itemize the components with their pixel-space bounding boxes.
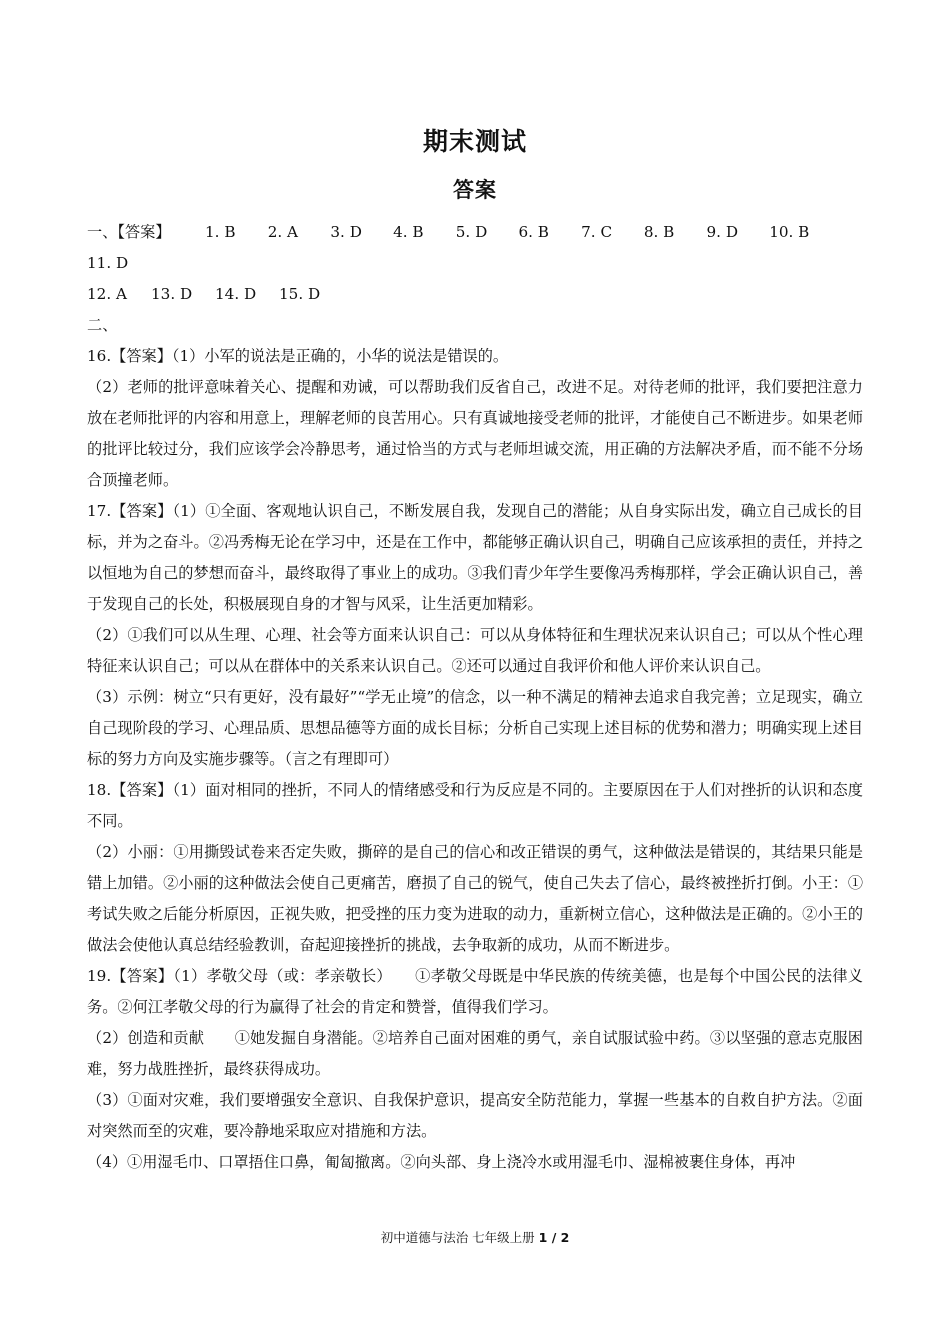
footer-text: 初中道德与法治 七年级上册	[380, 1230, 539, 1245]
mcq-answer: 7. C	[581, 223, 613, 241]
mcq-answers-row-2	[87, 279, 863, 310]
page-number: 1 / 2	[538, 1230, 570, 1245]
mcq-answers	[87, 217, 863, 279]
mcq-answer: 8. B	[643, 223, 675, 241]
q19-part-4: （4）①用湿毛巾、口罩捂住口鼻，匍匐撤离。②向头部、身上浇冷水或用湿毛巾、湿棉被裹住身体，再冲	[87, 1153, 796, 1171]
mcq-answer: 15. D	[279, 285, 321, 303]
q19-part-1: 19.【答案】（1）孝敬父母（或：孝亲敬长） ①孝敬父母既是中华民族的传统美德，也是每个中国公民的法律义务。②何江孝敬父母的行为赢得了社会的肯定和赞誉，值得我们学习。	[87, 967, 863, 1016]
q16-part-1: 16.【答案】（1）小军的说法是正确的，小华的说法是错误的。	[87, 347, 509, 365]
q19-part-2: （2）创造和贡献 ①她发掘自身潜能。②培养自己面对困难的勇气，亲自试服试验中药。③以坚强的意志克服困难，努力战胜挫折，最终获得成功。	[87, 1029, 863, 1078]
q16-part-2: （2）老师的批评意味着关心、提醒和劝诫，可以帮助我们反省自己，改进不足。对待老师的批评，我们要把注意力放在老师批评的内容和用意上，理解老师的良苦用心。只有真诚地接受老师的批评，才能使自己不断进步。如果老师的批评比较过分，我们应该学会冷静思考，通过恰当的方式与老师坦诚交流，用正确的方法解决矛盾，而不能不分场合顶撞老师。	[87, 378, 863, 489]
answer-body	[87, 217, 863, 1178]
q17-part-1: 17.【答案】（1）①全面、客观地认识自己，不断发展自我，发现自己的潜能；从自身实际出发，确立自己成长的目标，并为之奋斗。②冯秀梅无论在学习中，还是在工作中，都能够正确认识自己，明确自己应该承担的责任，并持之以恒地为自己的梦想而奋斗，最终取得了事业上的成功。③我们青少年学生要像冯秀梅那样，学会正确认识自己，善于发现自己的长处，积极展现自身的才智与风采，让生活更加精彩。	[87, 502, 863, 613]
page-title: 期末测试	[422, 127, 527, 156]
section-1-label: 一、【答案】	[87, 223, 171, 241]
q17-part-2: （2）①我们可以从生理、心理、社会等方面来认识自己：可以从身体特征和生理状况来认识自己；可以从个性心理特征来认识自己；可以从在群体中的关系来认识自己。②还可以通过自我评价和他人评价来认识自己。	[87, 626, 863, 675]
mcq-answer: 4. B	[393, 223, 424, 241]
mcq-answer: 9. D	[706, 223, 738, 241]
page-subtitle: 答案	[453, 178, 497, 202]
mcq-answer: 6. B	[518, 223, 549, 241]
mcq-answer: 10. B	[769, 223, 810, 241]
mcq-answer: 13. D	[151, 285, 193, 303]
mcq-answer: 12. A	[87, 285, 127, 303]
mcq-answer: 5. D	[455, 223, 488, 241]
q18-part-2: （2）小丽：①用撕毁试卷来否定失败，撕碎的是自己的信心和改正错误的勇气，这种做法是错误的，其结果只能是错上加错。②小丽的这种做法会使自己更痛苦，磨损了自己的锐气，使自己失去了信心，最终被挫折打倒。小王：①考试失败之后能分析原因，正视失败，把受挫的压力变为进取的动力，重新树立信心，这种做法是正确的。②小王的做法会使他认真总结经验教训，奋起迎接挫折的挑战，去争取新的成功，从而不断进步。	[87, 843, 863, 954]
page-footer	[0, 1228, 950, 1246]
q18-part-1: 18.【答案】（1）面对相同的挫折，不同人的情绪感受和行为反应是不同的。主要原因在于人们对挫折的认识和态度不同。	[87, 781, 863, 830]
q17-part-3: （3）示例：树立“只有更好，没有最好”“学无止境”的信念，以一种不满足的精神去追求自我完善；立足现实，确立自己现阶段的学习、心理品质、思想品德等方面的成长目标；分析自己实现上述目标的优势和潜力；明确实现上述目标的努力方向及实施步骤等。（言之有理即可）	[87, 688, 863, 768]
section-2-label: 二、	[87, 316, 118, 334]
mcq-answer: 3. D	[330, 223, 362, 241]
mcq-answer: 11. D	[87, 254, 129, 272]
mcq-answer: 2. A	[267, 223, 298, 241]
mcq-answer: 14. D	[215, 285, 257, 303]
mcq-answer: 1. B	[205, 223, 236, 241]
q19-part-3: （3）①面对灾难，我们要增强安全意识、自我保护意识，提高安全防范能力，掌握一些基本的自救自护方法。②面对突然而至的灾难，要冷静地采取应对措施和方法。	[87, 1091, 863, 1140]
